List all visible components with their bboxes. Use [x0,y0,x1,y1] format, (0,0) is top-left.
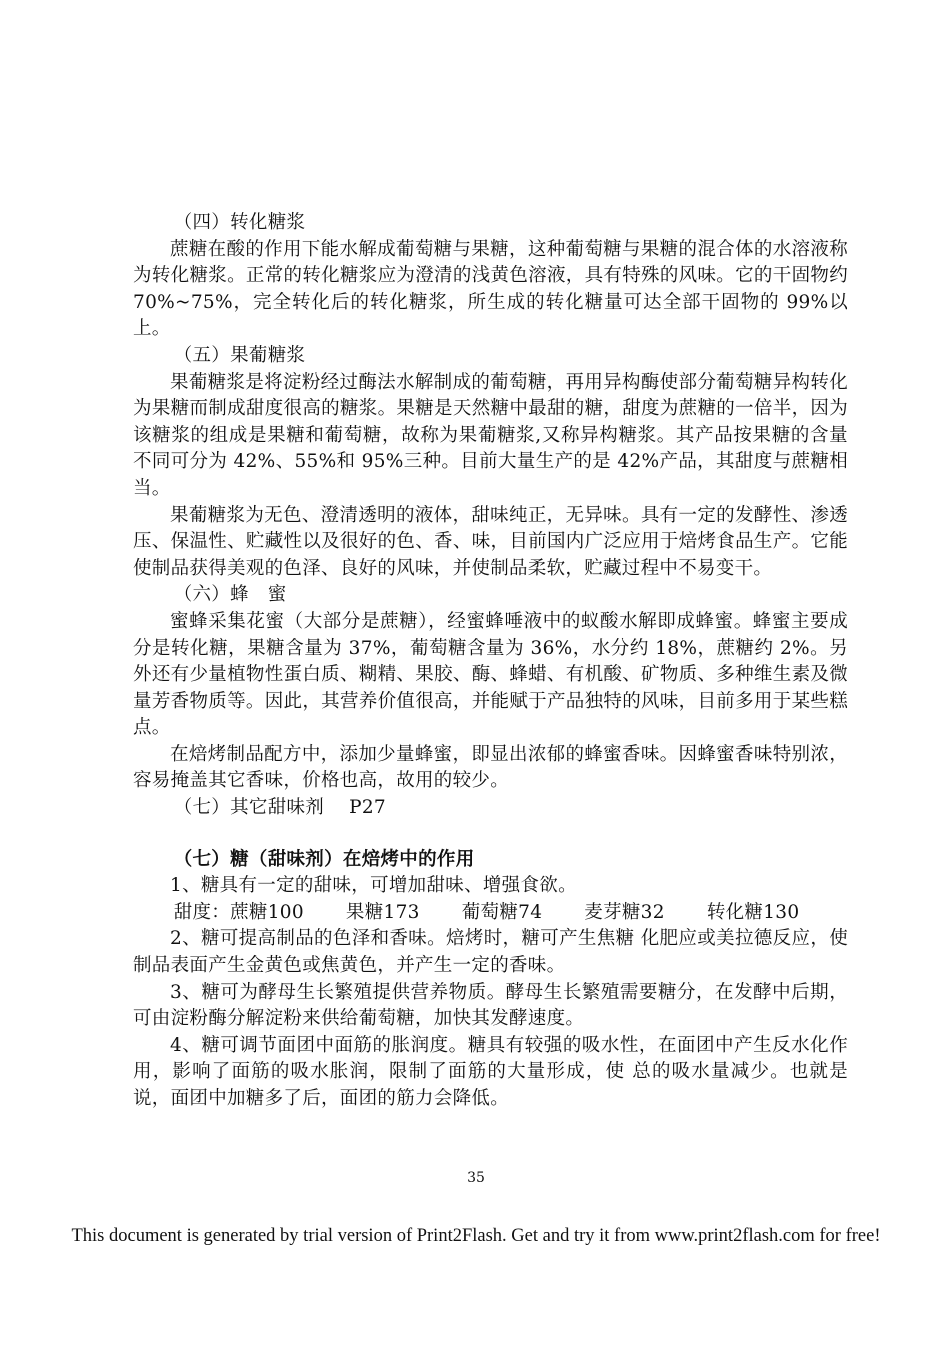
section-heading-other-sweeteners: （七）其它甜味剂 P27 [173,797,386,819]
list-item-2: 2、糖可提高制品的色泽和香味。焙烤时，糖可产生焦糖 化肥应或美拉德反应，使制品表面产生金黄色或焦黄色，并产生一定的香味。 [133,928,848,977]
paragraph-honey-2: 在焙烤制品配方中，添加少量蜂蜜，即显出浓郁的蜂蜜香味。因蜂蜜香味特别浓，容易掩盖其它香味，价格也高，故用的较少。 [133,743,848,792]
sweetness-sucrose: 甜度：蔗糖100 [173,901,304,923]
paragraph-honey-1: 蜜蜂采集花蜜（大部分是蔗糖），经蜜蜂唾液中的蚁酸水解即成蜂蜜。蜂蜜主要成分是转化糖，果糖含量为 37%，葡萄糖含量为 36%，水分约 18%，蔗糖约 2%。另外还有少量植物性蛋白质、糊精、果胶、酶、蜂蜡、有机酸、矿物质、多种维生素及微量芳香物质等。因此，其营养价值很高，并能赋于产品独特的风味，目前多用于某些糕点。 [133,610,848,739]
paragraph-hfcs-1: 果葡糖浆是将淀粉经过酶法水解制成的葡萄糖，再用异构酶使部分葡萄糖异构转化为果糖而制成甜度很高的糖浆。果糖是天然糖中最甜的糖，甜度为蔗糖的一倍半，因为该糖浆的组成是果糖和葡萄糖，故称为果葡糖浆,又称异构糖浆。其产品按果糖的含量不同可分为 42%、55%和 95%三种。目前大量生产的是 42%产品，其甜度与蔗糖相当。 [133,371,848,499]
list-item-4: 4、糖可调节面团中面筋的胀润度。糖具有较强的吸水性，在面团中产生反水化作用，影响了面筋的吸水胀润，限制了面筋的大量形成，使 总的吸水量减少。也就是说，面团中加糖多了后，面团的筋力会降低。 [133,1034,848,1109]
sweetness-invert: 转化糖130 [706,901,800,923]
trial-footer: This document is generated by trial version of Print2Flash. Get and try it from www.print2flash.com for free! [71,1226,881,1246]
spacer [133,822,848,847]
section-heading-sugar-role: （七）糖（甜味剂）在焙烤中的作用 [173,848,475,870]
sweetness-glucose: 葡萄糖74 [461,901,543,923]
paragraph-invert-syrup: 蔗糖在酸的作用下能水解成葡萄糖与果糖，这种葡萄糖与果糖的混合体的水溶液称为转化糖浆。正常的转化糖浆应为澄清的浅黄色溶液，具有特殊的风味。它的干固物约 70%~75%，完全转化后的转化糖浆，所生成的转化糖量可达全部干固物的 99%以上。 [133,238,848,340]
section-heading-honey: （六）蜂 蜜 [173,584,287,606]
sweetness-line [133,900,848,927]
page-number: 35 [467,1170,485,1186]
section-heading-hfcs: （五）果葡糖浆 [173,344,306,366]
paragraph-hfcs-2: 果葡糖浆为无色、澄清透明的液体，甜味纯正，无异味。具有一定的发酵性、渗透压、保温性、贮藏性以及很好的色、香、味，目前国内广泛应用于焙烤食品生产。它能使制品获得美观的色泽、良好的风味，并使制品柔软，贮藏过程中不易变干。 [133,504,848,579]
list-item-3: 3、糖可为酵母生长繁殖提供营养物质。酵母生长繁殖需要糖分，在发酵中后期，可由淀粉酶分解淀粉来供给葡萄糖，加快其发酵速度。 [133,981,848,1030]
document-body [133,210,848,1113]
sweetness-maltose: 麦芽糖32 [584,901,665,923]
list-item-1: 1、糖具有一定的甜味，可增加甜味、增强食欲。 [170,875,577,897]
sweetness-fructose: 果糖173 [345,901,420,923]
section-heading-invert-syrup: （四）转化糖浆 [173,212,306,233]
